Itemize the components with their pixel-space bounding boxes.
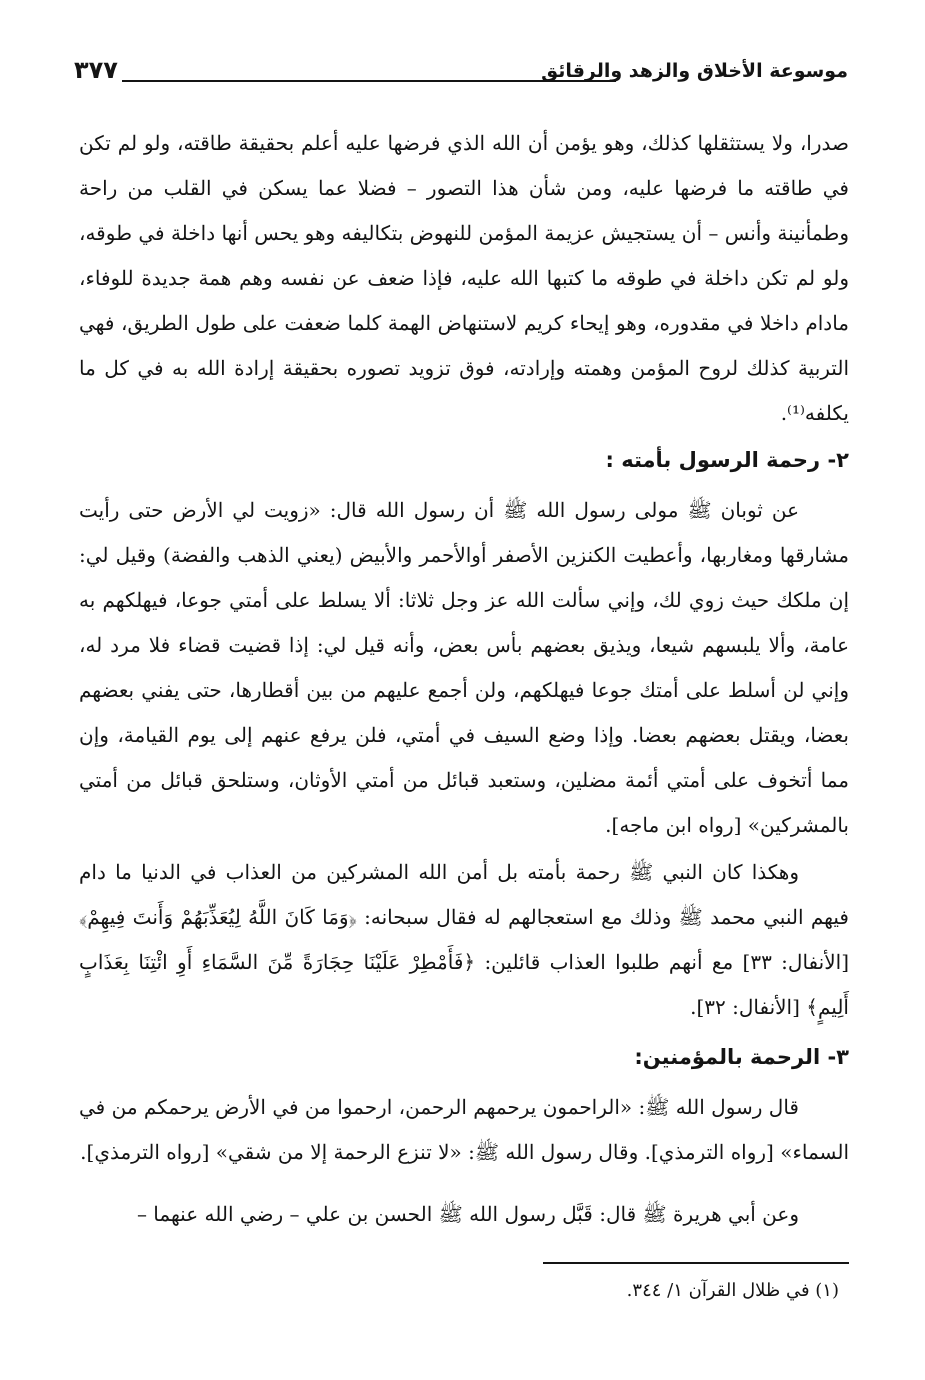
section-heading-3: ٣- الرحمة بالمؤمنين: <box>634 1045 849 1069</box>
page-header <box>74 56 848 96</box>
paragraph-3: وهكذا كان النبي ﷺ رحمة بأمته بل أمن الله المشركين من العذاب في الدنيا ما دام فيهم النبي محمد ﷺ وذلك مع استعجالهم له فقال سبحانه: ﴿وَمَا كَانَ اللَّهُ لِيُعَذِّبَهُمْ وَأَنتَ فِيهِمْ﴾ [الأنفال: ٣٣] مع أنهم طلبوا العذاب قائلين: ﴿فَأَمْطِرْ عَلَيْنَا حِجَارَةً مِّنَ السَّمَاءِ أَوِ ائْتِنَا بِعَذَابٍ أَلِيمٍ﴾ [الأنفال: ٣٢]. <box>79 860 849 1019</box>
paragraph-5: وعن أبي هريرة ﷺ قال: قَبَّل رسول الله ﷺ الحسن بن علي – رضي الله عنهما – <box>136 1202 799 1226</box>
paragraph-2: عن ثوبان ﷺ مولى رسول الله ﷺ أن رسول الله قال: «زويت لي الأرض حتى رأيت مشارقها ومغاربها، وأعطيت الكنزين الأصفر أوالأحمر والأبيض (يعني الذهب والفضة) وقيل لي: إن ملكك حيث زوي لك، وإني سألت الله عز وجل ثلاثا: ألا يسلط على أمتي جوعا، فيهلكهم به عامة، وألا يلبسهم شيعا، ويذيق بعضهم بأس بعض، وأنه قيل لي: إذا قضيت قضاء فلا مرد له، وإني لن أسلط على أمتك جوعا فيهلكهم، ولن أجمع عليهم من بين أقطارها، حتى يفني بعضهم بعضا، ويقتل بعضهم بعضا. وإذا وضع السيف في أمتي، فلن يرفع عنهم إلى يوم القيامة، وإن مما أتخوف على أمتي أئمة مضلين، وستعبد قبائل من أمتي الأوثان، وستلحق قبائل من أمتي بالمشركين» [رواه ابن ماجه]. <box>79 498 849 837</box>
section-heading-2: ٢- رحمة الرسول بأمته : <box>605 448 849 472</box>
page-number: ٣٧٧ <box>74 56 118 84</box>
footnote-rule <box>543 1262 849 1264</box>
book-title: موسوعة الأخلاق والزهد والرقائق <box>541 60 848 82</box>
paragraph-5-block <box>79 1192 849 1237</box>
footnote: (١) في ظلال القرآن ١/ ٣٤٤. <box>626 1280 839 1301</box>
paragraph-1: صدرا، ولا يستثقلها كذلك، وهو يؤمن أن الله الذي فرضها عليه أعلم بحقيقة طاقته، ولو لم تكن في طاقته ما فرضها عليه، ومن شأن هذا التصور – فضلا عما يسكن في القلب من راحة وطمأنينة وأنس – أن يستجيش عزيمة المؤمن للنهوض بتكاليفه وهو يحس أنها داخلة في طوقه، ولو لم تكن داخلة في طوقه ما كتبها الله عليه، فإذا ضعف عن نفسه وهم همة جديدة للوفاء، مادام داخلا في مقدوره، وهو إيحاء كريم لاستنهاض الهمة كلما ضعفت على طول الطريق، فهي التربية كذلك لروح المؤمن وهمته وإرادته، فوق تزويد تصوره بحقيقة إرادة الله به في كل ما يكلفه⁽¹⁾. <box>79 131 849 425</box>
paragraph-4-block <box>79 1085 849 1175</box>
paragraph-1-block <box>79 121 849 436</box>
section-3-block <box>79 1035 849 1080</box>
paragraph-2-block <box>79 488 849 848</box>
paragraph-3-block <box>79 850 849 1030</box>
paragraph-4: قال رسول الله ﷺ: «الراحمون يرحمهم الرحمن، ارحموا من في الأرض يرحمكم من في السماء» [رواه الترمذي]. وقال رسول الله ﷺ: «لا تنزع الرحمة إلا من شقي» [رواه الترمذي]. <box>79 1095 849 1164</box>
header-rule <box>122 80 616 82</box>
section-2-block <box>79 438 849 483</box>
